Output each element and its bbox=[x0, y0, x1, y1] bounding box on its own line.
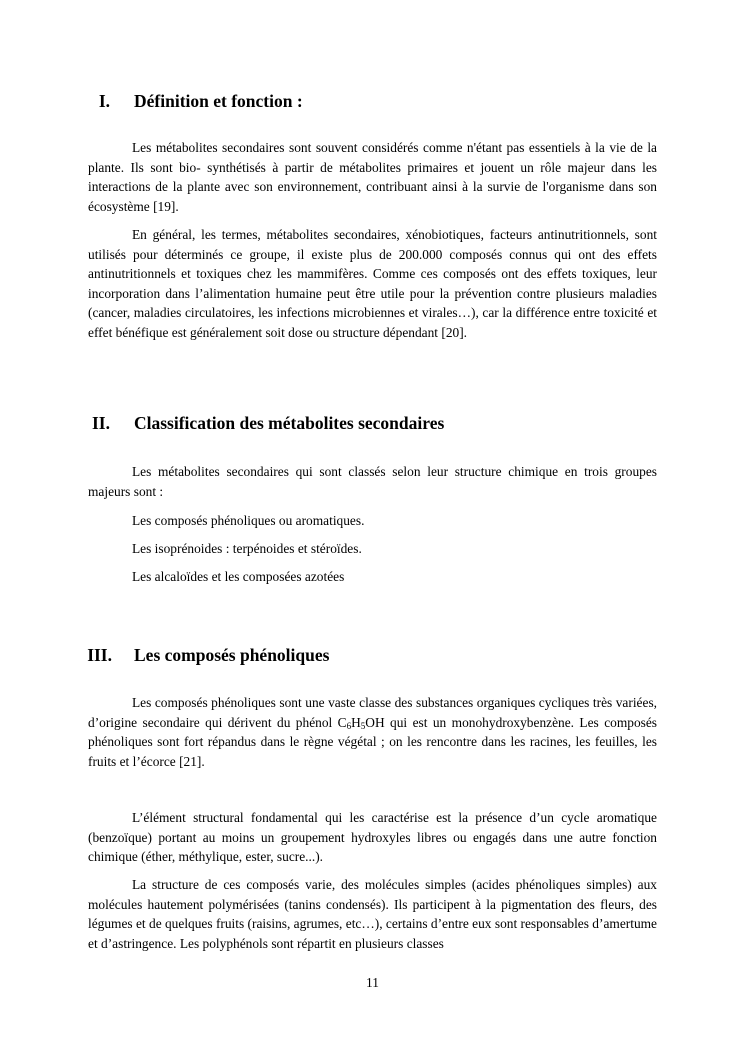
section-heading-2 bbox=[82, 412, 682, 434]
paragraph-1-2: En général, les termes, métabolites secondaires, xénobiotiques, facteurs antinutritionnels, sont utilisés pour déterminés ce groupe, il existe plus de 200.000 composés connus qui ont des effets antinutritionnels et toxiques chez les mammifères. Comme ces composés ont des effets toxiques, leur incorporation dans l’alimentation humaine peut être utile pour la prévention contre plusieurs maladies (cancer, maladies circulatoires, les infections microbiennes et virales…), car la différence entre toxicité et effet bénéfique est généralement soit dose ou structure dépendant [20]. bbox=[88, 227, 657, 340]
section-number-3: III. bbox=[87, 645, 112, 665]
section-number-1: I. bbox=[98, 91, 110, 111]
section-heading-1 bbox=[82, 90, 682, 112]
paragraph-3-1 bbox=[88, 693, 657, 771]
section-title-1: Définition et fonction : bbox=[134, 91, 303, 111]
section-number-2: II. bbox=[92, 413, 110, 433]
formula-subscript-6: 6 bbox=[346, 720, 352, 731]
list-item-1: Les composés phénoliques ou aromatiques. bbox=[132, 513, 365, 528]
formula-subscript-5: 5 bbox=[360, 720, 366, 731]
section-title-3: Les composés phénoliques bbox=[134, 645, 330, 665]
paragraph-3-1-before: Les composés phénoliques sont une vaste classe des substances organiques cycliques très variées, d’origine secondaire qui dérivent du phénol C bbox=[88, 695, 657, 730]
section-heading-3 bbox=[82, 644, 682, 666]
page-number: 11 bbox=[366, 975, 379, 990]
paragraph-1-1: Les métabolites secondaires sont souvent considérés comme n'étant pas essentiels à la vie de la plante. Ils sont bio- synthétisés à partir de métabolites primaires et jouent un rôle majeur dans les interactions de la plante avec son environnement, contribuant ainsi à la survie de l'organisme dans son écosystème [19]. bbox=[88, 140, 657, 214]
section-title-2: Classification des métabolites secondaires bbox=[134, 413, 445, 433]
paragraph-2-1: Les métabolites secondaires qui sont classés selon leur structure chimique en trois groupes majeurs sont : bbox=[88, 464, 657, 499]
list-item-2: Les isoprénoides : terpénoides et stéroïdes. bbox=[132, 541, 362, 556]
paragraph-3-2: L’élément structural fondamental qui les caractérise est la présence d’un cycle aromatique (benzoïque) portant au moins un groupement hydroxyles libres ou engagés dans une autre fonction chimique (éther, méthylique, ester, sucre...). bbox=[88, 810, 657, 865]
paragraph-3-3: La structure de ces composés varie, des molécules simples (acides phénoliques simples) aux molécules hautement polymérisées (tanins condensés). Ils participent à la pigmentation des fleurs, des légumes et de quelques fruits (raisins, agrumes, etc…), certains d’entre eux sont responsables d’amertume et d’astringence. Les polyphénols sont répartit en plusieurs classes bbox=[88, 877, 657, 951]
formula-h: H bbox=[351, 714, 361, 730]
paragraph-3-1-after: OH qui est un monohydroxybenzène. Les composés phénoliques sont fort répandus dans le règne végétal ; on les rencontre dans les racines, les feuilles, les fruits et l’écorce [21]. bbox=[88, 714, 657, 769]
list-item-3: Les alcaloïdes et les composées azotées bbox=[132, 569, 345, 584]
